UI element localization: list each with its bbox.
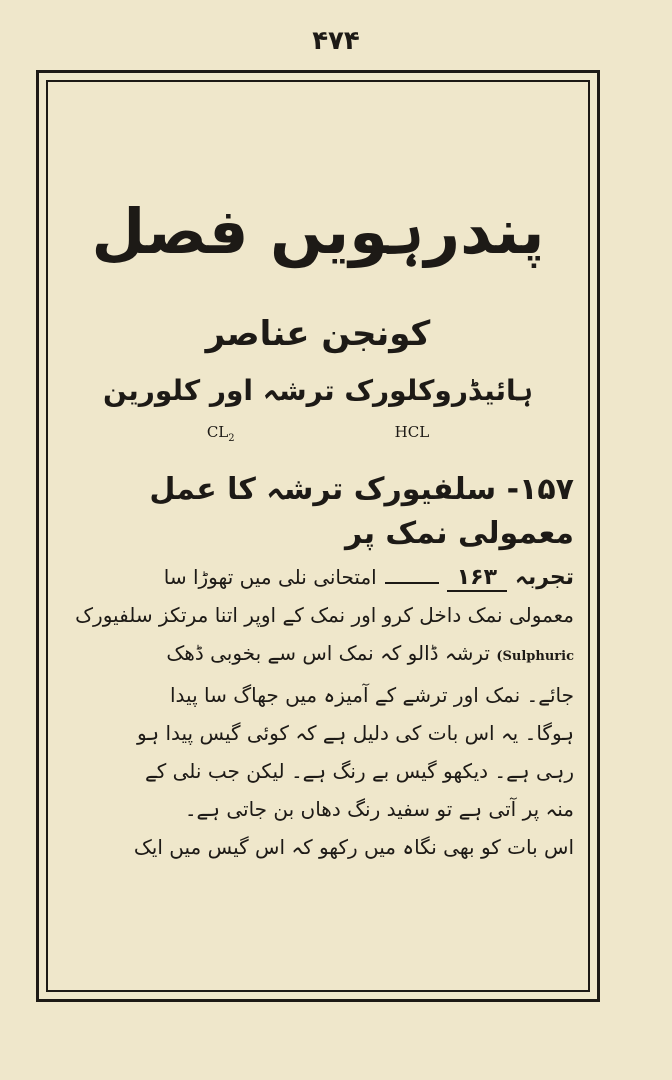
body-line-1: امتحانی نلی میں تھوڑا سا <box>163 565 377 590</box>
chapter-subtitle: کونجن عناصر <box>205 314 431 355</box>
experiment-divider <box>385 582 439 584</box>
body-text <box>62 596 574 866</box>
section-number: ۱۵۷- <box>506 472 574 508</box>
experiment-label: تجربہ <box>515 565 574 591</box>
latin-term: (Sulphuric <box>496 649 574 665</box>
chemical-formulas <box>62 423 574 444</box>
section-title: سلفیورک ترشہ کا عمل معمولی نمک پر <box>149 472 574 551</box>
compounds-heading: ہائیڈروکلورک ترشہ اور کلورین <box>103 374 533 408</box>
body-line-2: معمولی نمک داخل کرو اور نمک کے اوپر اتنا مرتکز سلفیورک <box>75 603 574 628</box>
body-line-5: ہوگا۔ یہ اس بات کی دلیل ہے کہ کوئی گیس پیدا ہو <box>137 721 574 746</box>
body-line-4: جائے۔ نمک اور ترشے کے آمیزہ میں جھاگ سا پیدا <box>169 683 574 708</box>
section-heading <box>62 468 574 555</box>
experiment-line <box>62 565 574 592</box>
body-line-6: رہی ہے۔ دیکھو گیس بے رنگ ہے۔ لیکن جب نلی کے <box>145 759 574 784</box>
chlorine-formula: $CL_2$ <box>206 423 235 445</box>
chapter-title: پندرہویں فصل <box>91 195 545 268</box>
page-content <box>62 90 574 866</box>
body-line-3: (Sulphuric ترشہ ڈالو کہ نمک اس سے بخوبی ڈھک <box>166 641 574 666</box>
experiment-number: ۱۶۳ <box>447 565 507 592</box>
body-line-8: اس بات کو بھی نگاہ میں رکھو کہ اس گیس میں ایک <box>133 835 574 860</box>
hydrochloric-formula: HCL <box>394 423 430 442</box>
body-line-7: منہ پر آتی ہے تو سفید رنگ دھاں بن جاتی ہے۔ <box>184 797 574 822</box>
page-number: ۴۷۴ <box>312 26 360 56</box>
